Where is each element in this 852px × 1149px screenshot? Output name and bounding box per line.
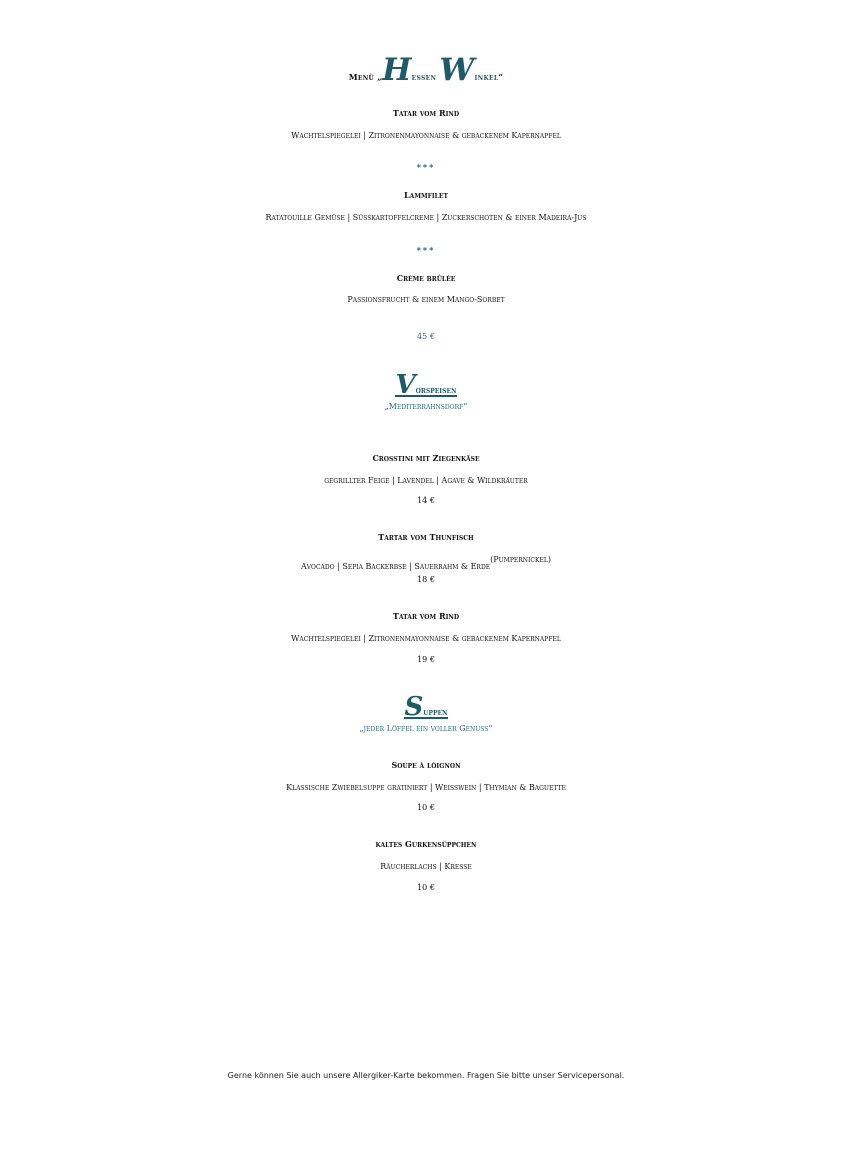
heading-initial: S — [404, 692, 424, 722]
brand-initial-w: W — [439, 52, 475, 88]
set-course-1-description: Wachtelspiegelei | Zitronenmayonnaise & gebackenem Kapernapfel — [291, 131, 561, 140]
set-course-3-name: Crème brûlée — [396, 273, 456, 283]
dish-name: Crosstini mit Ziegenkäse — [372, 453, 480, 463]
title-close-quote: “ — [498, 72, 504, 82]
dish-price: 19 € — [417, 655, 435, 664]
heading-initial: V — [395, 370, 416, 400]
set-menu-price: 45 € — [417, 332, 435, 341]
title-prefix: Menü — [348, 72, 378, 82]
brand-word2-rest: inkel — [474, 72, 499, 82]
set-course-2-description: Ratatouille Gemüse | Süsskartoffelcreme | Zuckerschoten & einer Madeira-Jus — [265, 213, 587, 222]
section-heading-suppen — [0, 692, 852, 722]
course-separator: *** — [416, 162, 436, 172]
dish-description: Wachtelspiegelei | Zitronenmayonnaise & gebackenem Kapernapfel — [291, 634, 561, 643]
dish-price: 14 € — [417, 496, 435, 505]
course-separator: *** — [416, 245, 436, 255]
dish-name: Tartar vom Thunfisch — [378, 532, 474, 542]
title-open-quote: „ — [377, 72, 383, 82]
section-subtitle-suppen: „jeder Löffel ein voller Genuss“ — [359, 724, 493, 733]
set-course-2-name: Lammfilet — [404, 190, 448, 200]
dish-name: kaltes Gurkensüppchen — [375, 839, 477, 849]
brand-word1-rest: essen — [411, 72, 437, 82]
dish-note: (Pumpernickel) — [490, 555, 551, 564]
dish-price: 10 € — [417, 803, 435, 812]
menu-title — [0, 52, 852, 88]
dish-name: Tatar vom Rind — [392, 611, 460, 621]
dish-description: gegrillter Feige | Lavendel | Agave & Wildkräuter — [324, 476, 528, 485]
dish-description — [0, 555, 852, 571]
section-subtitle-vorspeisen: „Mediterrahnsdorf“ — [384, 402, 468, 411]
allergy-note: Gerne können Sie auch unsere Allergiker-Karte bekommen. Fragen Sie bitte unser Servicepersonal. — [227, 1071, 625, 1080]
restaurant-name — [382, 52, 499, 88]
heading-rest: orspeisen — [415, 385, 457, 395]
dish-description-text: Avocado | Sepia Backerbse | Sauerrahm & Erde — [301, 562, 491, 571]
dish-name: Soupe à lóignon — [391, 760, 461, 770]
dish-price: 10 € — [417, 883, 435, 892]
dish-description: Räucherlachs | Kresse — [380, 862, 472, 871]
heading-rest: uppen — [423, 707, 448, 717]
dish-price: 18 € — [417, 575, 435, 584]
brand-initial-h: H — [382, 52, 412, 88]
set-course-3-description: Passionsfrucht & einem Mango-Sorbet — [347, 295, 505, 304]
dish-description: Klassische Zwiebelsuppe gratiniert | Weisswein | Thymian & Baguette — [286, 783, 566, 792]
section-heading-vorspeisen — [0, 370, 852, 400]
set-course-1-name: Tatar vom Rind — [392, 108, 460, 118]
